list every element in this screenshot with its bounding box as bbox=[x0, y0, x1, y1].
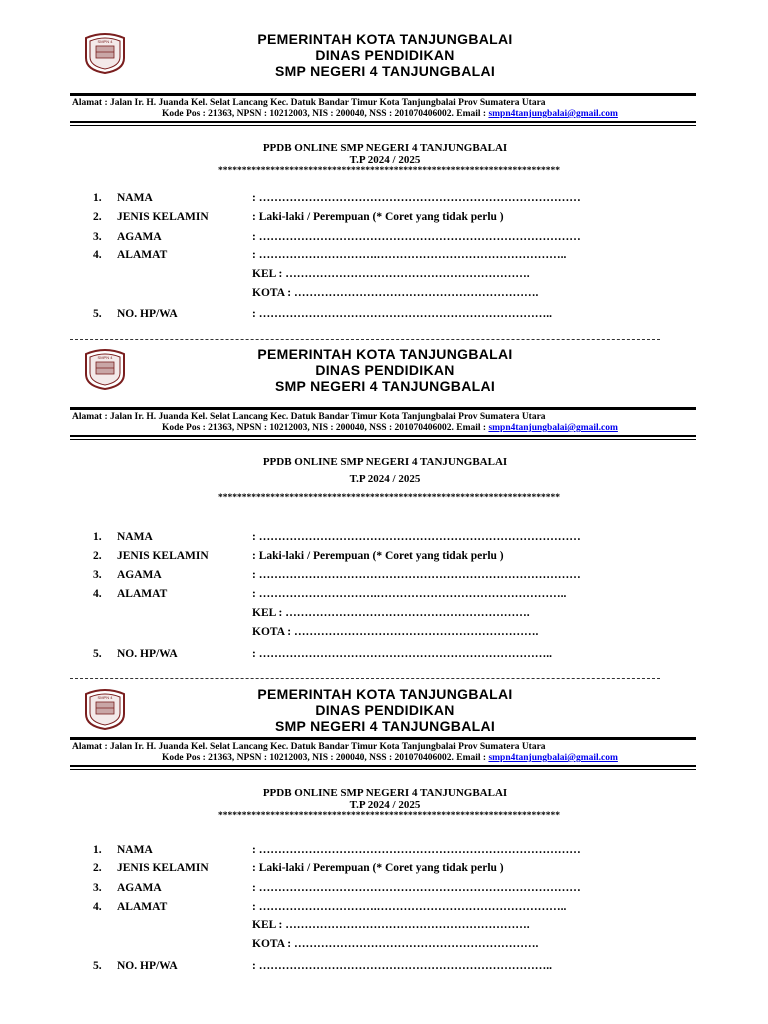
field-num: 1. bbox=[93, 531, 102, 543]
field-label-gender: JENIS KELAMIN bbox=[117, 862, 209, 874]
field-label-agama: AGAMA bbox=[117, 231, 162, 243]
field-value-hp: : ………………………………………………………………….. bbox=[252, 648, 552, 660]
field-label-agama: AGAMA bbox=[117, 882, 162, 894]
field-value-nama: : ………………………………………………………………………… bbox=[252, 844, 581, 856]
contact-line bbox=[162, 753, 618, 764]
school-logo bbox=[82, 688, 128, 730]
field-value-kel: KEL : ………………………………………………………. bbox=[252, 919, 530, 931]
header-rule-bottom bbox=[70, 121, 696, 123]
field-value-agama: : ………………………………………………………………………… bbox=[252, 882, 581, 894]
form-title: PPDB ONLINE SMP NEGERI 4 TANJUNGBALAI bbox=[262, 142, 508, 154]
field-num: 3. bbox=[93, 882, 102, 894]
email-link[interactable]: smpn4tanjungbalai@gmail.com bbox=[488, 109, 618, 119]
field-value-kota: KOTA : ………………………………………………………. bbox=[252, 287, 539, 299]
field-num: 2. bbox=[93, 862, 102, 874]
field-num: 5. bbox=[93, 308, 102, 320]
field-value-gender: : Laki-laki / Perempuan (* Coret yang tidak perlu ) bbox=[252, 550, 504, 562]
field-label-agama: AGAMA bbox=[117, 569, 162, 581]
gov-title: PEMERINTAH KOTA TANJUNGBALAI bbox=[257, 346, 513, 362]
field-num: 3. bbox=[93, 569, 102, 581]
field-num: 5. bbox=[93, 648, 102, 660]
field-value-kel: KEL : ………………………………………………………. bbox=[252, 268, 530, 280]
gov-title: PEMERINTAH KOTA TANJUNGBALAI bbox=[257, 686, 513, 702]
header-rule-thick bbox=[70, 407, 696, 410]
field-value-alamat: : ………………………….………………………………………….. bbox=[252, 249, 567, 261]
field-num: 4. bbox=[93, 249, 102, 261]
header-rule-bottom bbox=[70, 435, 696, 437]
field-value-agama: : ………………………………………………………………………… bbox=[252, 231, 581, 243]
form-section-2 bbox=[0, 343, 768, 673]
form-year: T.P 2024 / 2025 bbox=[349, 799, 421, 811]
field-num: 2. bbox=[93, 550, 102, 562]
form-section-3 bbox=[0, 683, 768, 1013]
field-value-gender: : Laki-laki / Perempuan (* Coret yang tidak perlu ) bbox=[252, 211, 504, 223]
field-label-gender: JENIS KELAMIN bbox=[117, 211, 209, 223]
stars-divider: ************************************************************************ bbox=[218, 811, 560, 821]
field-value-nama: : ………………………………………………………………………… bbox=[252, 192, 581, 204]
school-title: SMP NEGERI 4 TANJUNGBALAI bbox=[274, 718, 496, 734]
dept-title: DINAS PENDIDIKAN bbox=[315, 702, 455, 718]
form-section-1 bbox=[0, 27, 768, 357]
email-link[interactable]: smpn4tanjungbalai@gmail.com bbox=[488, 753, 618, 763]
school-title: SMP NEGERI 4 TANJUNGBALAI bbox=[274, 63, 496, 79]
field-num: 4. bbox=[93, 901, 102, 913]
logo-text: SMPN 4 bbox=[97, 695, 113, 700]
field-num: 1. bbox=[93, 844, 102, 856]
header-rule-bottom-thin bbox=[70, 125, 696, 126]
cut-line bbox=[70, 339, 660, 340]
field-label-nama: NAMA bbox=[117, 844, 153, 856]
form-title: PPDB ONLINE SMP NEGERI 4 TANJUNGBALAI bbox=[262, 456, 508, 468]
stars-divider: ************************************************************************ bbox=[218, 166, 560, 176]
field-num: 4. bbox=[93, 588, 102, 600]
field-value-kel: KEL : ………………………………………………………. bbox=[252, 607, 530, 619]
header-rule-thick bbox=[70, 93, 696, 96]
cut-line bbox=[70, 678, 660, 679]
contact-text: Kode Pos : 21363, NPSN : 10212003, NIS : 200040, NSS : 201070406002. Email : bbox=[162, 753, 489, 763]
form-year: T.P 2024 / 2025 bbox=[349, 154, 421, 166]
field-label-nama: NAMA bbox=[117, 192, 153, 204]
field-label-alamat: ALAMAT bbox=[117, 249, 168, 261]
dept-title: DINAS PENDIDIKAN bbox=[315, 362, 455, 378]
field-value-hp: : ………………………………………………………………….. bbox=[252, 308, 552, 320]
field-value-nama: : ………………………………………………………………………… bbox=[252, 531, 581, 543]
field-num: 2. bbox=[93, 211, 102, 223]
field-num: 3. bbox=[93, 231, 102, 243]
contact-text: Kode Pos : 21363, NPSN : 10212003, NIS : 200040, NSS : 201070406002. Email : bbox=[162, 109, 489, 119]
field-value-agama: : ………………………………………………………………………… bbox=[252, 569, 581, 581]
school-title: SMP NEGERI 4 TANJUNGBALAI bbox=[274, 378, 496, 394]
field-label-hp: NO. HP/WA bbox=[117, 648, 178, 660]
contact-line bbox=[162, 109, 618, 120]
field-label-gender: JENIS KELAMIN bbox=[117, 550, 209, 562]
contact-text: Kode Pos : 21363, NPSN : 10212003, NIS : 200040, NSS : 201070406002. Email : bbox=[162, 423, 489, 433]
field-value-alamat: : ………………………….………………………………………….. bbox=[252, 588, 567, 600]
field-value-alamat: : ………………………….………………………………………….. bbox=[252, 901, 567, 913]
field-value-kota: KOTA : ………………………………………………………. bbox=[252, 938, 539, 950]
header-rule-bottom bbox=[70, 765, 696, 767]
gov-title: PEMERINTAH KOTA TANJUNGBALAI bbox=[257, 31, 513, 47]
field-label-hp: NO. HP/WA bbox=[117, 960, 178, 972]
field-value-hp: : ………………………………………………………………….. bbox=[252, 960, 552, 972]
header-rule-bottom-thin bbox=[70, 439, 696, 440]
field-label-hp: NO. HP/WA bbox=[117, 308, 178, 320]
address-text: Alamat : Jalan Ir. H. Juanda Kel. Selat Lancang Kec. Datuk Bandar Timur Kota Tanjungbalai Prov Sumatera Utara bbox=[72, 412, 546, 422]
stars-divider: ************************************************************************ bbox=[218, 493, 560, 503]
form-title: PPDB ONLINE SMP NEGERI 4 TANJUNGBALAI bbox=[262, 787, 508, 799]
form-year: T.P 2024 / 2025 bbox=[349, 473, 421, 485]
field-value-kota: KOTA : ………………………………………………………. bbox=[252, 626, 539, 638]
contact-line bbox=[162, 423, 618, 434]
header-rule-bottom-thin bbox=[70, 769, 696, 770]
header-rule-thick bbox=[70, 737, 696, 740]
logo-text: SMPN 4 bbox=[97, 39, 113, 44]
field-label-alamat: ALAMAT bbox=[117, 588, 168, 600]
field-value-gender: : Laki-laki / Perempuan (* Coret yang tidak perlu ) bbox=[252, 862, 504, 874]
address-text: Alamat : Jalan Ir. H. Juanda Kel. Selat Lancang Kec. Datuk Bandar Timur Kota Tanjungbalai Prov Sumatera Utara bbox=[72, 742, 546, 752]
address-text: Alamat : Jalan Ir. H. Juanda Kel. Selat Lancang Kec. Datuk Bandar Timur Kota Tanjungbalai Prov Sumatera Utara bbox=[72, 98, 546, 108]
school-logo bbox=[82, 348, 128, 390]
field-num: 5. bbox=[93, 960, 102, 972]
logo-text: SMPN 4 bbox=[97, 355, 113, 360]
field-num: 1. bbox=[93, 192, 102, 204]
field-label-nama: NAMA bbox=[117, 531, 153, 543]
dept-title: DINAS PENDIDIKAN bbox=[315, 47, 455, 63]
school-logo bbox=[82, 32, 128, 74]
field-label-alamat: ALAMAT bbox=[117, 901, 168, 913]
email-link[interactable]: smpn4tanjungbalai@gmail.com bbox=[488, 423, 618, 433]
